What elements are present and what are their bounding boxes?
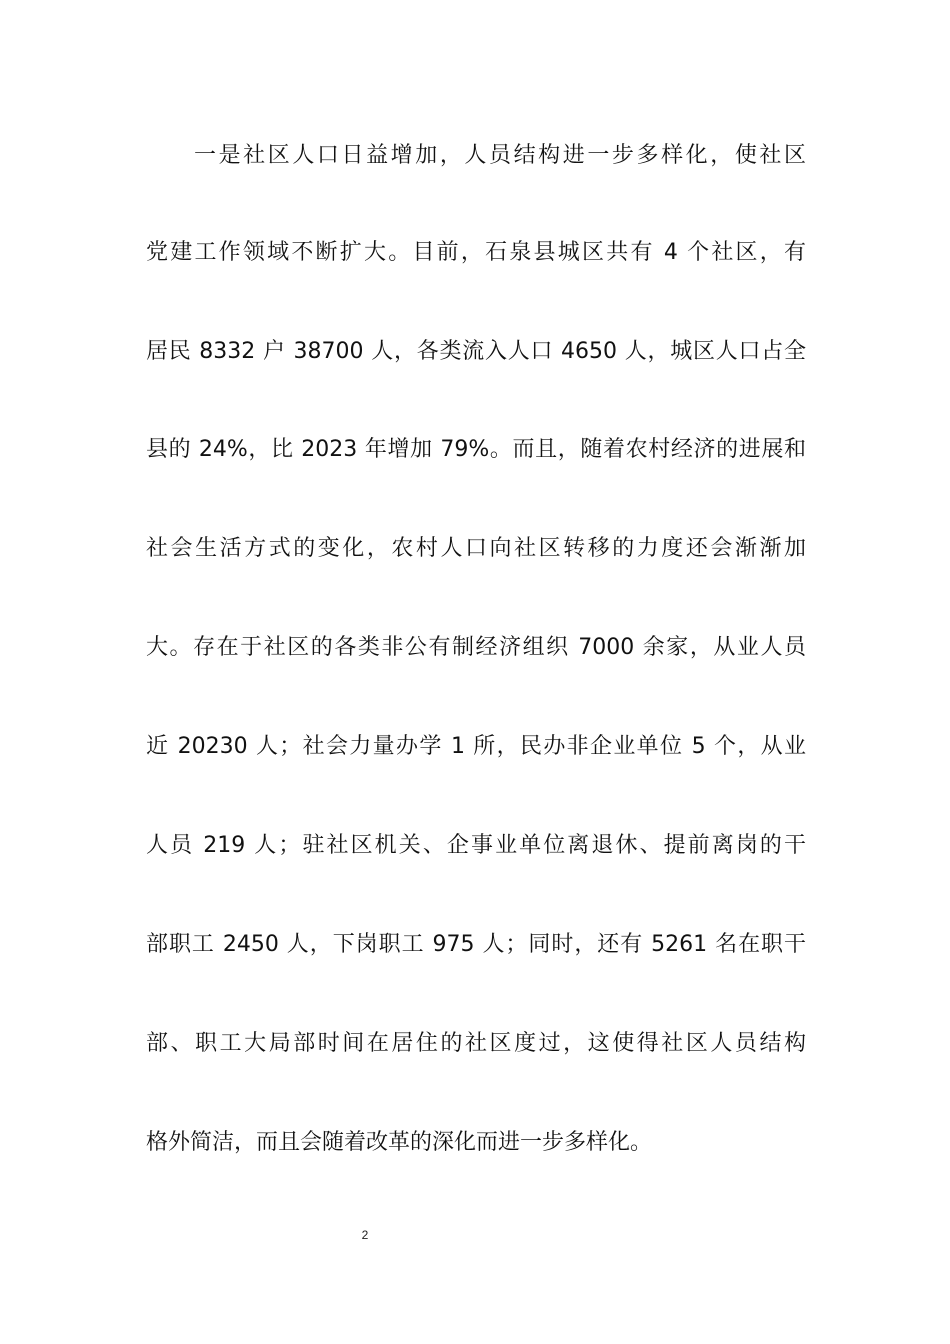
- text-line-8: 人员 219 人；驻社区机关、企事业单位离退休、提前离岗的干: [146, 833, 806, 858]
- text-line-2: 党建工作领域不断扩大。目前，石泉县城区共有 4 个社区，有: [146, 240, 806, 265]
- text-line-6: 大。存在于社区的各类非公有制经济组织 7000 余家，从业人员: [146, 635, 806, 660]
- text-line-3: 居民 8332 户 38700 人，各类流入人口 4650 人，城区人口占全: [146, 339, 806, 364]
- page-number: 2: [361, 1228, 369, 1242]
- text-line-5: 社会生活方式的变化，农村人口向社区转移的力度还会渐渐加: [146, 536, 806, 561]
- text-line-1: 一是社区人口日益增加，人员结构进一步多样化，使社区: [194, 143, 806, 168]
- text-line-7: 近 20230 人；社会力量办学 1 所，民办非企业单位 5 个，从业: [146, 734, 806, 759]
- text-line-11: 格外简洁，而且会随着改革的深化而进一步多样化。: [146, 1130, 653, 1155]
- text-line-10: 部、职工大局部时间在居住的社区度过，这使得社区人员结构: [146, 1031, 806, 1056]
- text-line-9: 部职工 2450 人，下岗职工 975 人；同时，还有 5261 名在职干: [146, 932, 806, 957]
- text-line-4: 县的 24%，比 2023 年增加 79%。而且，随着农村经济的进展和: [146, 437, 806, 462]
